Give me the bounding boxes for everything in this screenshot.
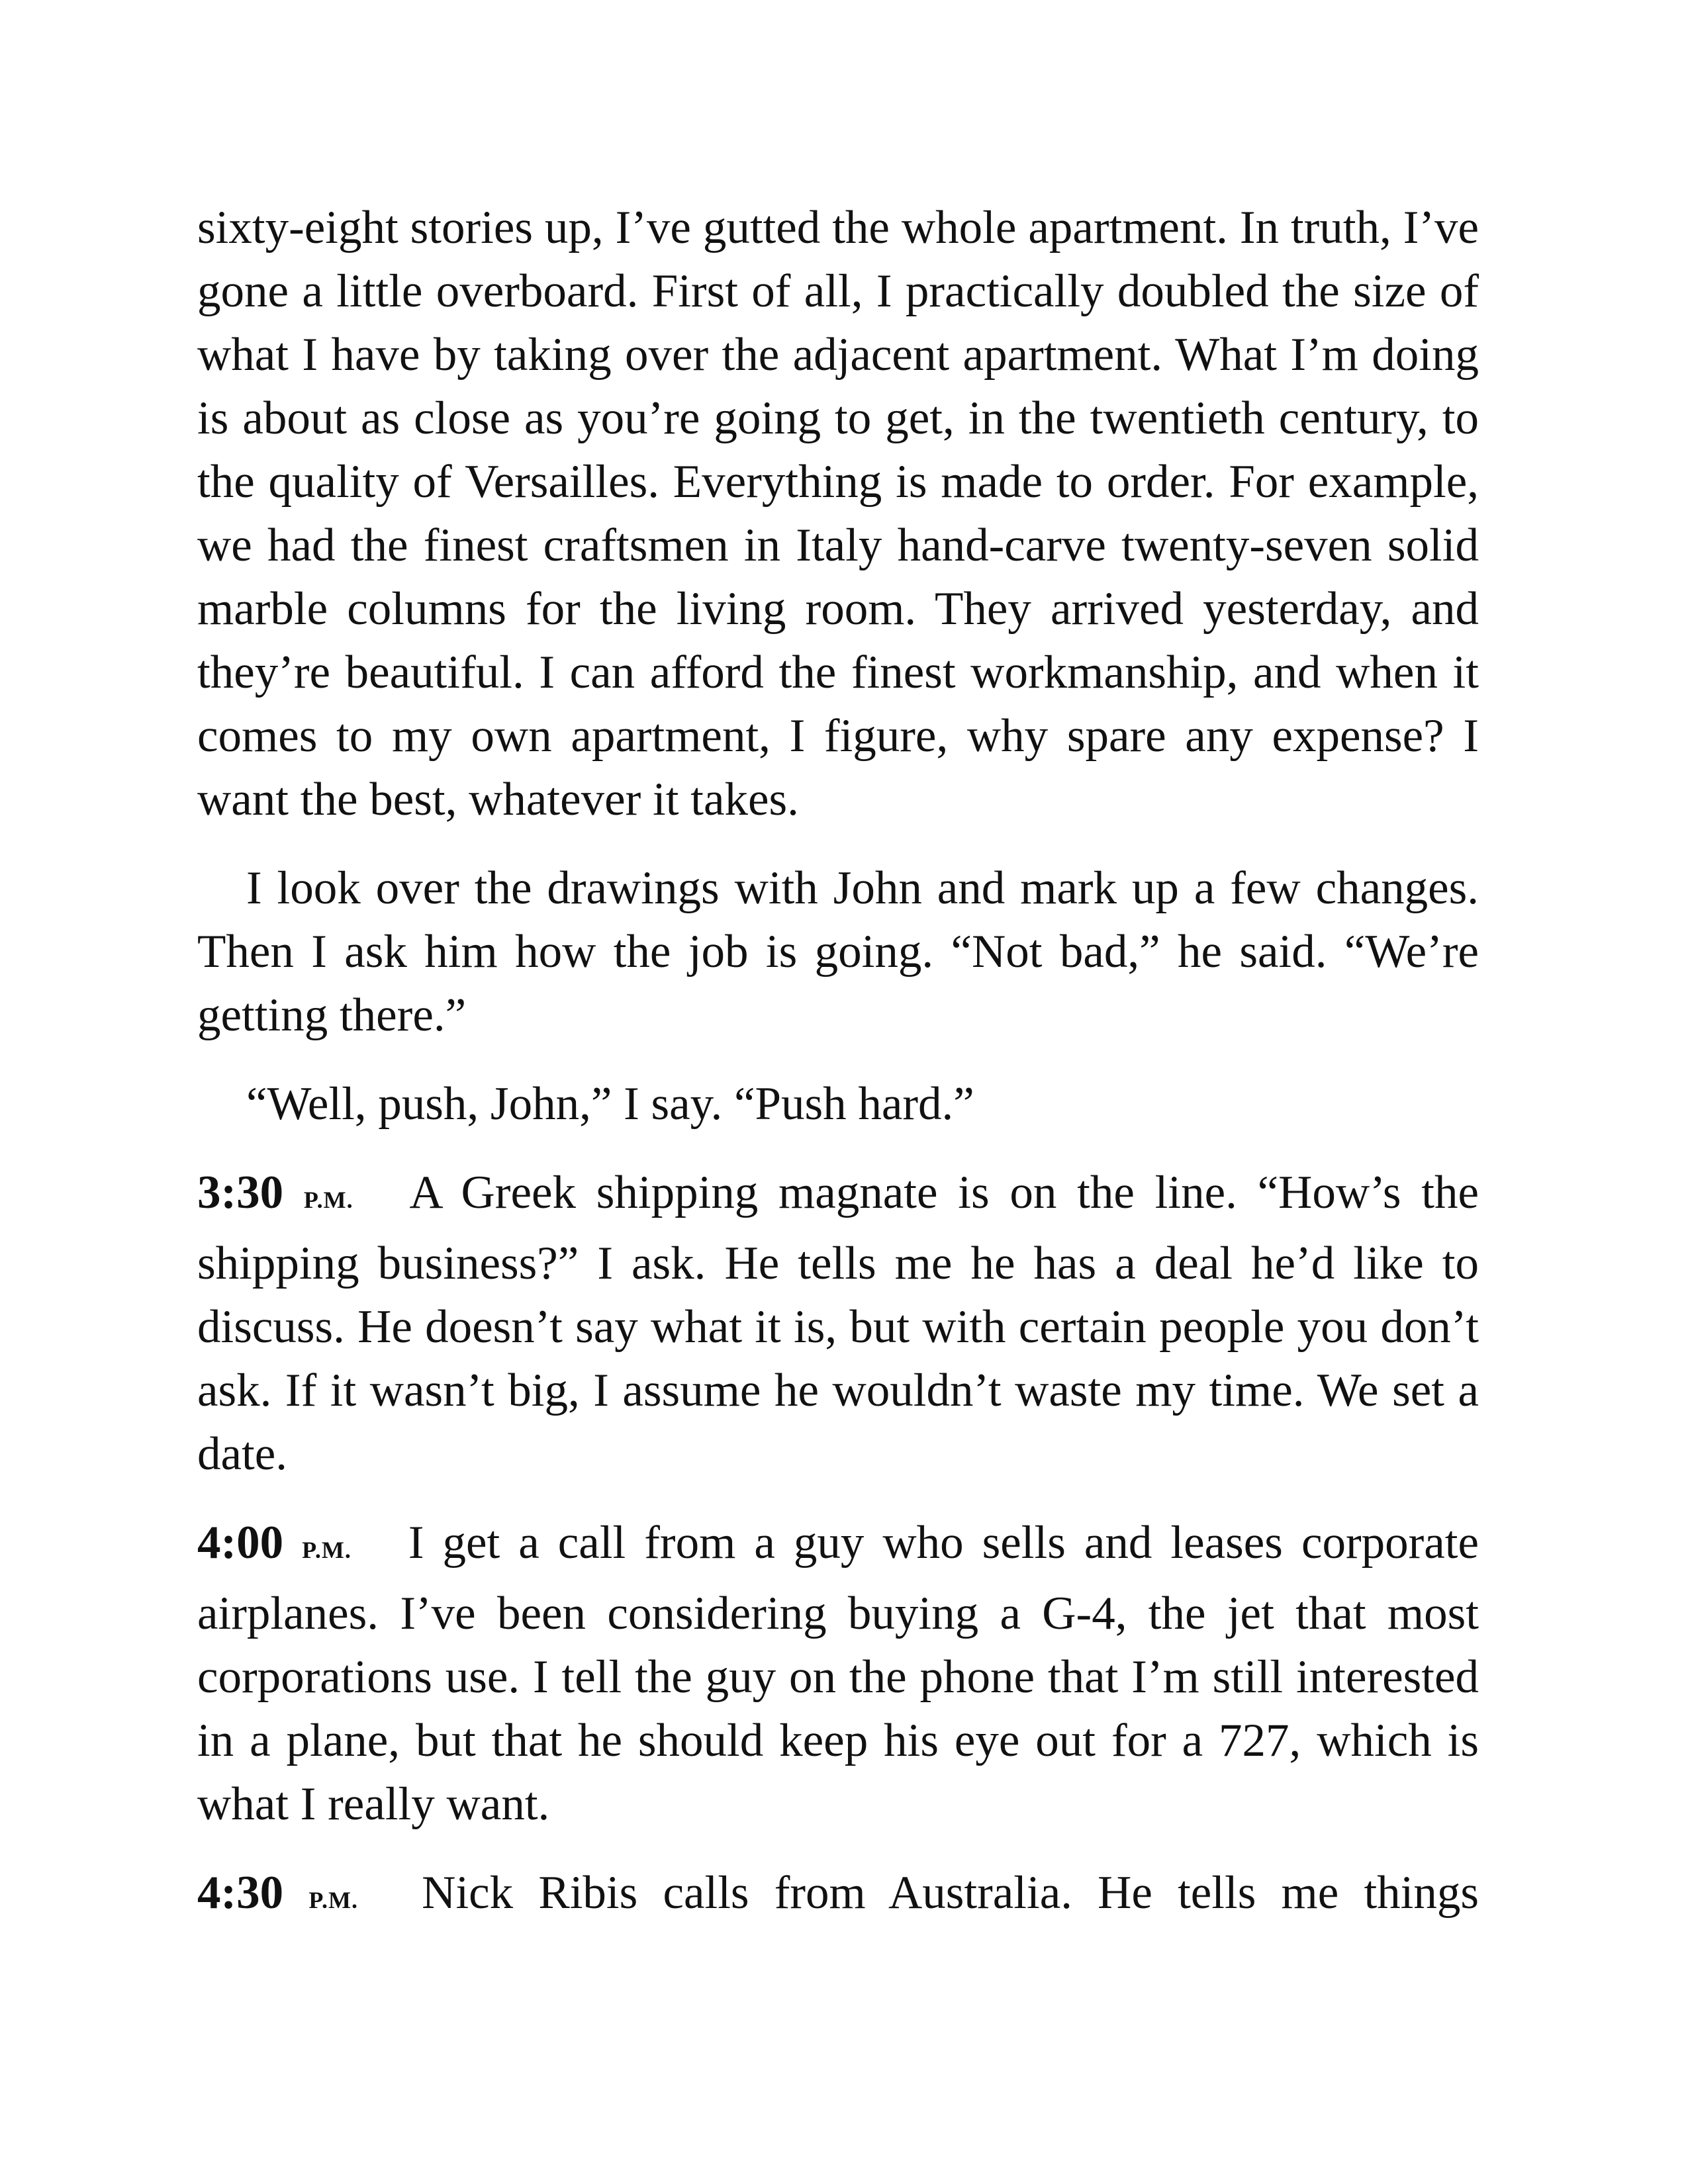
entry-text: A Greek shipping magnate is on the line. “How’s the shipping business?” I ask. He tells me he has a deal he’d like to discuss. He doesn’t say what it is, but with certain people you don’t ask. If it wasn’t big, I assume he wouldn’t waste my time. We set a date. xyxy=(197,1167,1479,1480)
book-page xyxy=(197,196,1479,1932)
paragraph-apartment: sixty-eight stories up, I’ve gutted the whole apartment. In truth, I’ve gone a little overboard. First of all, I practically doubled the size of what I have by taking over the adjacent apartment. What I’m doing is about as close as you’re going to get, in the twentieth century, to the quality of Versailles. Everything is made to order. For example, we had the finest craftsmen in Italy hand-carve twenty-seven solid marble columns for the living room. They arrived yesterday, and they’re beautiful. I can afford the finest workmanship, and when it comes to my own apartment, I figure, why spare any expense? I want the best, whatever it takes. xyxy=(197,202,1479,825)
entry-time: 3:30 xyxy=(197,1167,284,1218)
entry-400pm xyxy=(197,1511,1479,1836)
entry-text: Nick Ribis calls from Australia. He tells me things xyxy=(422,1867,1479,1919)
entry-time: 4:30 xyxy=(197,1867,284,1919)
entry-text: I get a call from a guy who sells and leases corporate airplanes. I’ve been considering buying a G-4, the jet that most corporations use. I tell the guy on the phone that I’m still interested in a plane, but that he should keep his eye out for a 727, which is what I really want. xyxy=(197,1517,1479,1830)
entry-330pm xyxy=(197,1161,1479,1486)
entry-ampm: P.M. xyxy=(303,1187,353,1213)
paragraph-push-hard: “Well, push, John,” I say. “Push hard.” xyxy=(246,1078,974,1130)
entry-ampm: P.M. xyxy=(308,1887,358,1913)
entry-ampm: P.M. xyxy=(302,1537,352,1563)
entry-430pm xyxy=(197,1861,1479,1932)
entry-time: 4:00 xyxy=(197,1517,284,1569)
paragraph-drawings: I look over the drawings with John and mark up a few changes. Then I ask him how the job is going. “Not bad,” he said. “We’re getting there.” xyxy=(197,862,1479,1041)
